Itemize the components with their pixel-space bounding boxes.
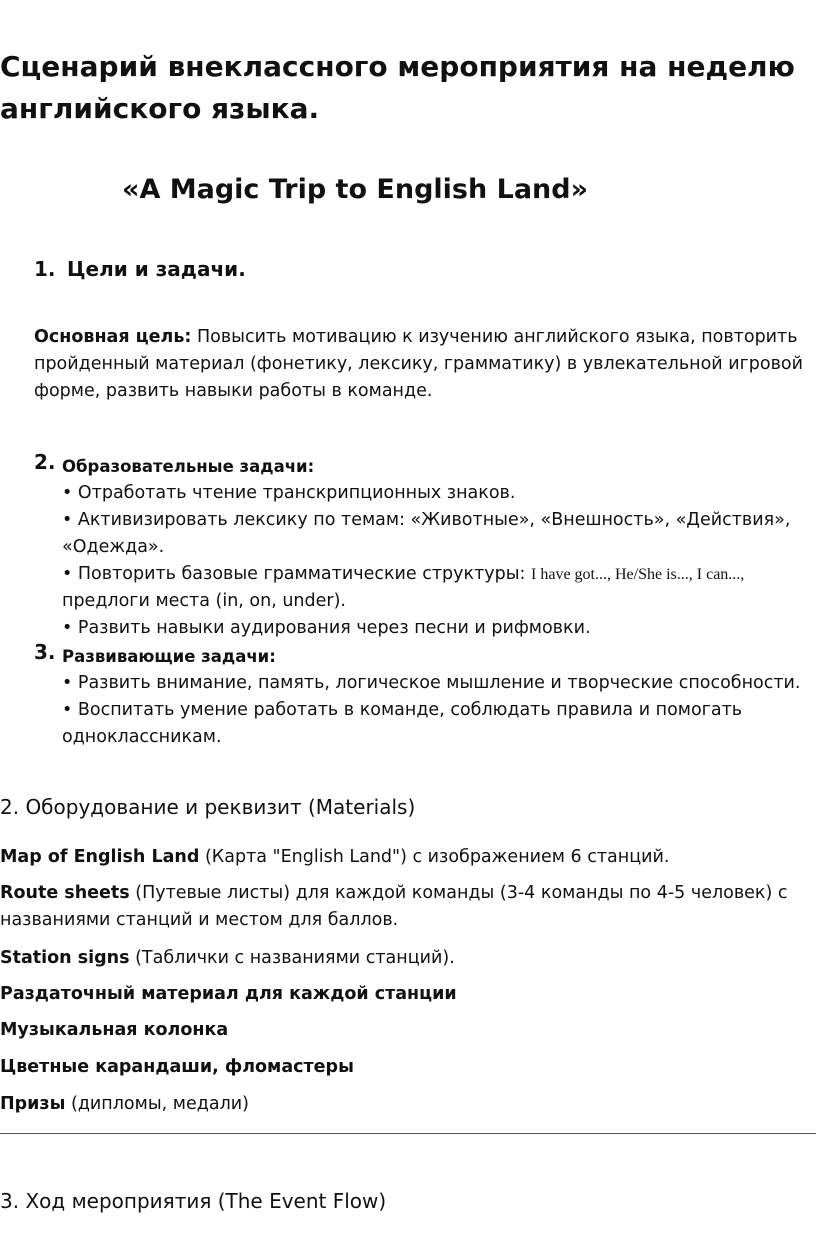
- main-goal-label: Основная цель:: [34, 327, 192, 347]
- main-goal-text: Повысить мотивацию к изучению английского языка, повторить пройденный материал (фонетику, лексику, грамматику) в увлекательной игровой форме, развить навыки работы в команде.: [34, 327, 804, 401]
- section-1-heading: [34, 254, 246, 284]
- developing-tasks-title: Развивающие задачи:: [62, 647, 276, 666]
- materials-item: [0, 1054, 810, 1081]
- section-1-number: 1.: [34, 257, 56, 281]
- list-item: • Активизировать лексику по темам: «Животные», «Внешность», «Действия», «Одежда».: [62, 510, 791, 557]
- materials-item-name: Station signs: [0, 948, 130, 968]
- materials-item-desc: (Таблички с названиями станций).: [129, 948, 455, 968]
- list-item: [62, 561, 809, 615]
- developing-tasks-number: 3.: [34, 640, 56, 664]
- document-subtitle: «A Magic Trip to English Land»: [122, 174, 589, 205]
- educational-tasks-title: Образовательные задачи:: [62, 457, 315, 476]
- materials-item-name: Раздаточный материал для каждой станции: [0, 984, 457, 1004]
- materials-item: [0, 981, 810, 1008]
- materials-item-desc: (Карта "English Land") с изображением 6 станций.: [199, 847, 670, 867]
- grammar-examples: I have got..., He/She is..., I can...,: [531, 566, 745, 583]
- educational-tasks: [34, 450, 809, 642]
- list-item: • Развить внимание, память, логическое мышление и творческие способности.: [62, 673, 801, 693]
- document-title: Сценарий внеклассного мероприятия на неделю английского языка.: [0, 50, 795, 125]
- materials-item: [0, 1091, 810, 1118]
- materials-item-name: Призы: [0, 1094, 66, 1114]
- educational-tasks-list: [34, 480, 809, 642]
- materials-item: [0, 1017, 810, 1044]
- developing-tasks: [34, 640, 809, 751]
- materials-item: [0, 945, 810, 972]
- main-goal-paragraph: [34, 324, 804, 405]
- materials-item-name: Музыкальная колонка: [0, 1020, 229, 1040]
- section-2-heading: 2. Оборудование и реквизит (Materials): [0, 795, 416, 819]
- materials-item-name: Route sheets: [0, 883, 130, 903]
- educational-tasks-number: 2.: [34, 450, 56, 474]
- list-item: • Развить навыки аудирования через песни и рифмовки.: [62, 618, 591, 638]
- section-1-title: Цели и задачи.: [66, 257, 246, 281]
- materials-item-name: Map of English Land: [0, 847, 200, 867]
- materials-item-desc: (Путевые листы) для каждой команды (3-4 команды по 4-5 человек) с названиями станций и местом для баллов.: [0, 883, 788, 930]
- materials-item: [0, 844, 810, 871]
- grammar-prefix: • Повторить базовые грамматические структуры:: [62, 564, 532, 584]
- materials-item: [0, 880, 810, 934]
- list-item: • Отработать чтение транскрипционных знаков.: [62, 483, 516, 503]
- developing-tasks-list: [34, 670, 809, 751]
- section-3-heading: 3. Ход мероприятия (The Event Flow): [0, 1189, 387, 1213]
- materials-item-desc: (дипломы, медали): [65, 1094, 249, 1114]
- materials-item-name: Цветные карандаши, фломастеры: [0, 1057, 354, 1077]
- list-item: • Воспитать умение работать в команде, соблюдать правила и помогать одноклассникам.: [62, 700, 743, 747]
- horizontal-divider: [0, 1133, 816, 1134]
- grammar-suffix: предлоги места (in, on, under).: [62, 591, 346, 611]
